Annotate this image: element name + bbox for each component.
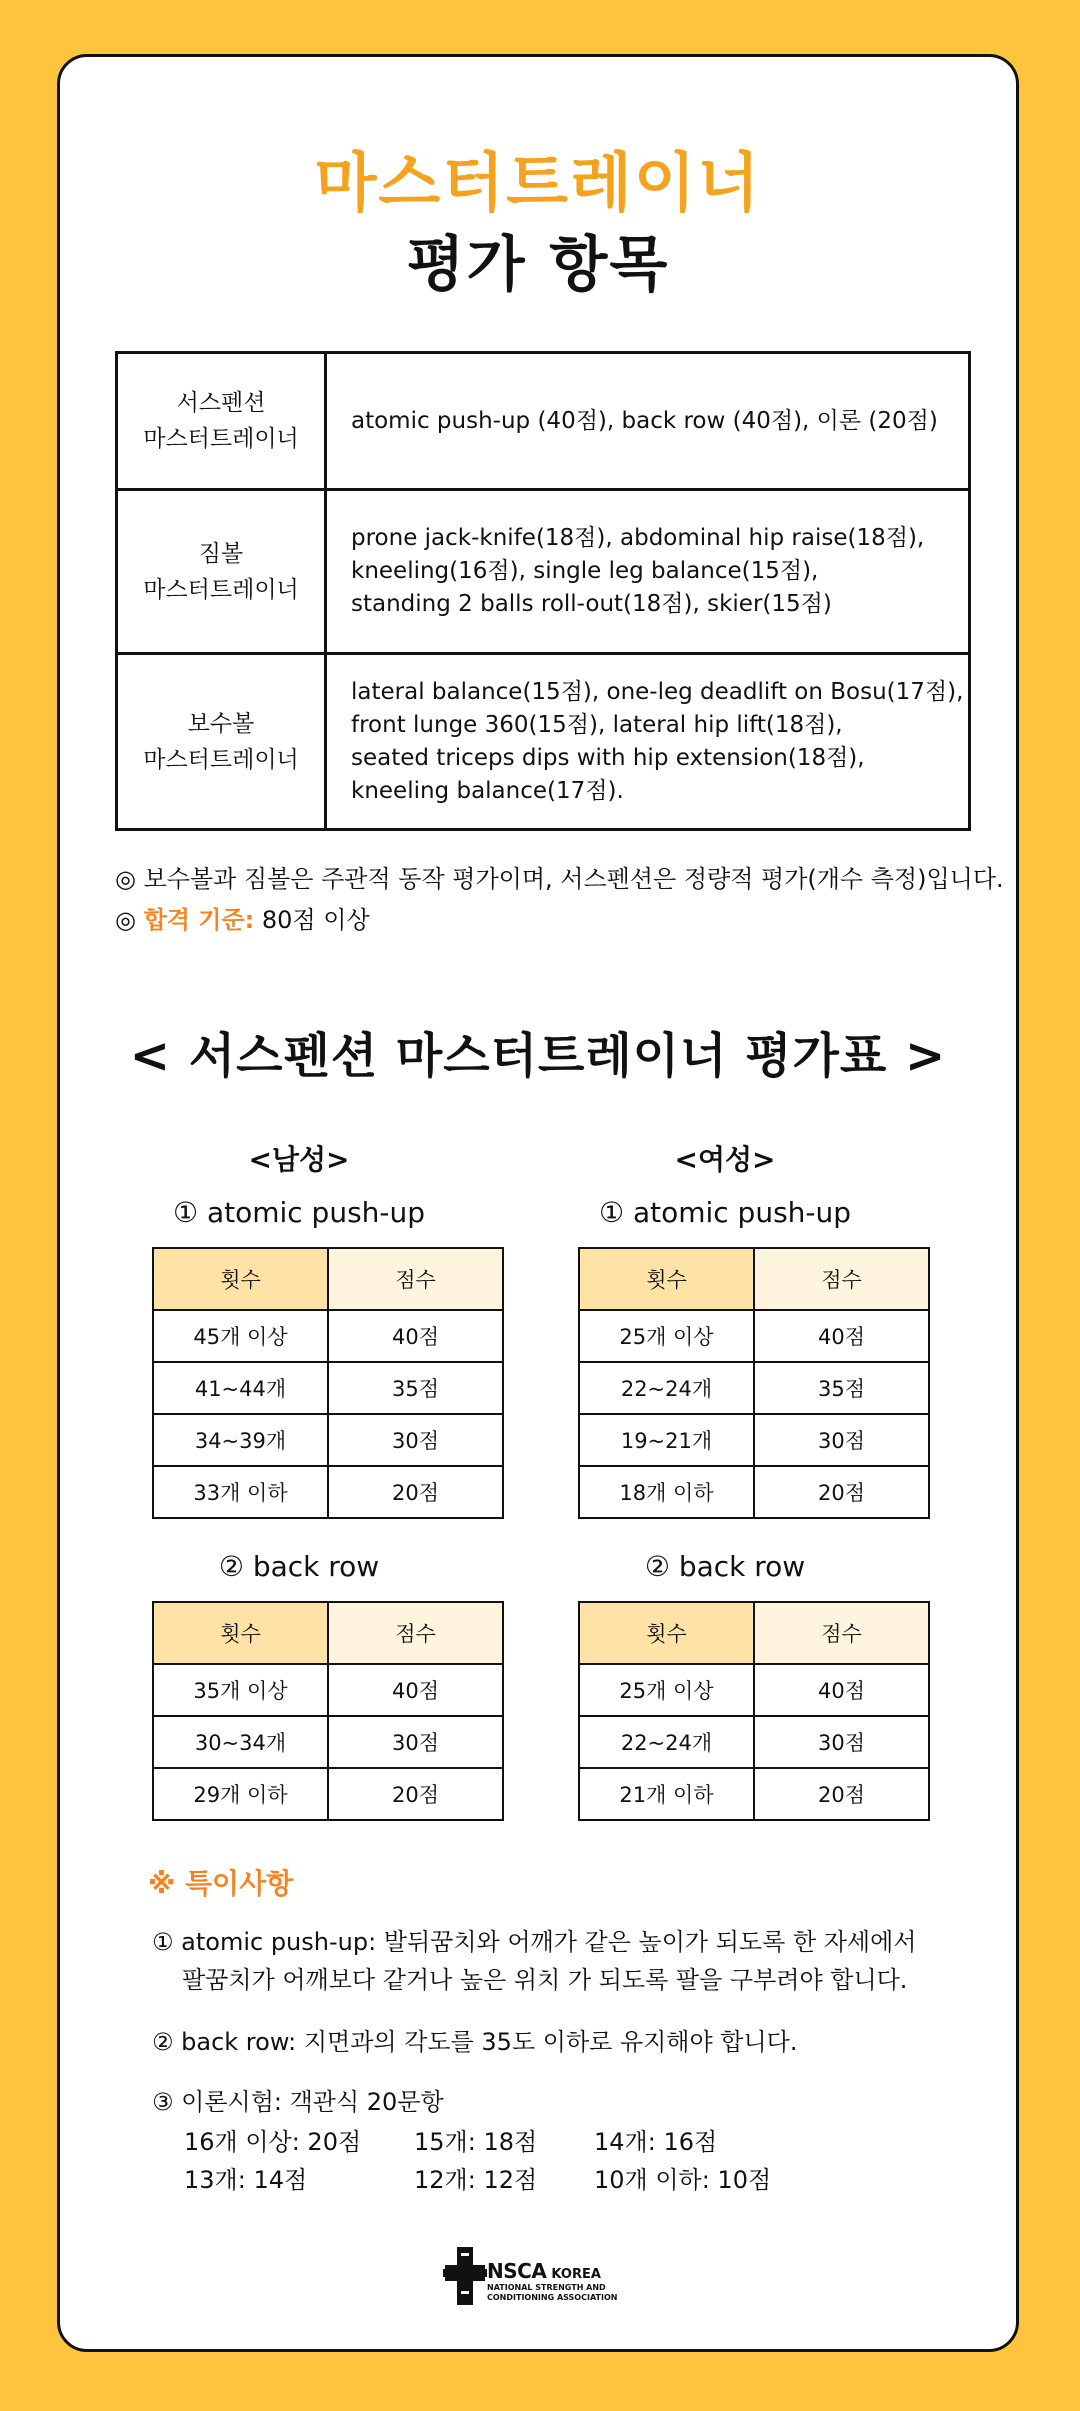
items-line: lateral balance(15점), one-leg deadlift on Bosu(17점),	[351, 678, 964, 705]
pass-criteria-value: 80점 이상	[254, 906, 370, 934]
logo-name: NSCA	[487, 2259, 547, 2283]
score-header: 점수	[328, 1602, 503, 1664]
male-pushup-table	[152, 1247, 504, 1519]
score-cell: 40점	[328, 1664, 503, 1716]
special-note-pushup	[152, 1923, 916, 1999]
category-label: 마스터트레이너	[143, 426, 299, 452]
table-header-row	[153, 1602, 503, 1664]
special-notes-title: ※ 특이사항	[148, 1867, 294, 1900]
count-header: 횟수	[579, 1248, 754, 1310]
score-header: 점수	[754, 1248, 929, 1310]
content-card	[57, 54, 1019, 2352]
female-pushup-table	[578, 1247, 930, 1519]
count-cell: 25개 이상	[579, 1664, 754, 1716]
female-backrow-table	[578, 1601, 930, 1821]
evaluation-items-table	[115, 351, 971, 831]
logo-tagline	[487, 2283, 617, 2303]
count-header: 횟수	[153, 1248, 328, 1310]
note-bullet: ◎	[115, 906, 144, 934]
theory-score-row	[184, 2123, 804, 2161]
count-cell: 41~44개	[153, 1362, 328, 1414]
items-cell	[326, 353, 970, 490]
male-backrow-table	[152, 1601, 504, 1821]
note-subjective: ◎ 보수볼과 짐볼은 주관적 동작 평가이며, 서스펜션은 정량적 평가(개수 측정)입니다.	[115, 865, 1004, 893]
table-header-row	[579, 1248, 929, 1310]
page-title: 마스터트레이너	[314, 147, 762, 221]
female-heading: <여성>	[674, 1143, 776, 1176]
pass-criteria-label: 합격 기준:	[143, 906, 255, 934]
special-note-backrow: ② back row: 지면과의 각도를 35도 이하로 유지해야 합니다.	[152, 2028, 798, 2056]
score-cell: 30점	[328, 1414, 503, 1466]
theory-score-row	[184, 2161, 804, 2199]
theory-score: 12개: 12점	[414, 2166, 538, 2194]
table-row	[579, 1362, 929, 1414]
theory-score: 10개 이하: 10점	[594, 2166, 772, 2194]
table-row	[579, 1414, 929, 1466]
category-label: 짐볼	[198, 540, 244, 567]
count-cell: 21개 이하	[579, 1768, 754, 1820]
count-cell: 19~21개	[579, 1414, 754, 1466]
count-cell: 35개 이상	[153, 1664, 328, 1716]
score-header: 점수	[754, 1602, 929, 1664]
logo-tagline-line: CONDITIONING ASSOCIATION	[487, 2293, 618, 2302]
table-row	[117, 353, 970, 490]
score-cell: 20점	[328, 1768, 503, 1820]
count-cell: 18개 이하	[579, 1466, 754, 1518]
score-cell: 30점	[328, 1716, 503, 1768]
score-cell: 35점	[328, 1362, 503, 1414]
logo-tagline-line: NATIONAL STRENGTH AND	[487, 2283, 606, 2292]
male-pushup-title: ① atomic push-up	[172, 1196, 426, 1229]
female-pushup-title: ① atomic push-up	[598, 1196, 852, 1229]
table-row	[579, 1310, 929, 1362]
score-cell: 40점	[328, 1310, 503, 1362]
logo-suffix: KOREA	[551, 2267, 601, 2282]
theory-score: 15개: 18점	[414, 2128, 538, 2156]
logo-wordmark	[487, 2259, 601, 2283]
items-line: atomic push-up (40점), back row (40점), 이론 (20점)	[351, 407, 938, 434]
items-line: seated triceps dips with hip extension(18점),	[351, 744, 865, 771]
score-cell: 35점	[754, 1362, 929, 1414]
count-cell: 22~24개	[579, 1362, 754, 1414]
table-row	[117, 490, 970, 654]
nsca-emblem-icon	[443, 2243, 487, 2309]
table-row	[153, 1310, 503, 1362]
table-row	[153, 1716, 503, 1768]
items-line: prone jack-knife(18점), abdominal hip raise(18점),	[351, 525, 925, 551]
page-subtitle: 평가 항목	[406, 230, 670, 300]
items-cell	[326, 654, 970, 830]
items-cell	[326, 490, 970, 654]
category-label: 마스터트레이너	[143, 746, 299, 773]
score-cell: 40점	[754, 1310, 929, 1362]
score-cell: 40점	[754, 1664, 929, 1716]
score-cell: 20점	[754, 1768, 929, 1820]
theory-score: 16개 이상: 20점	[184, 2128, 362, 2156]
count-cell: 29개 이하	[153, 1768, 328, 1820]
items-line: kneeling balance(17점).	[351, 777, 624, 804]
category-label: 마스터트레이너	[143, 576, 299, 603]
count-cell: 22~24개	[579, 1716, 754, 1768]
count-cell: 30~34개	[153, 1716, 328, 1768]
table-row	[153, 1414, 503, 1466]
count-header: 횟수	[153, 1602, 328, 1664]
table-row	[153, 1466, 503, 1518]
table-header-row	[153, 1248, 503, 1310]
table-row	[579, 1768, 929, 1820]
special-note-theory: ③ 이론시험: 객관식 20문항	[152, 2088, 444, 2116]
score-cell: 20점	[328, 1466, 503, 1518]
table-row	[579, 1466, 929, 1518]
category-label: 서스펜션	[176, 390, 266, 416]
table-row	[579, 1664, 929, 1716]
count-cell: 34~39개	[153, 1414, 328, 1466]
special-note-line: 팔꿈치가 어깨보다 같거나 높은 위치 가 되도록 팔을 구부려야 합니다.	[182, 1966, 908, 1994]
table-row	[579, 1716, 929, 1768]
category-cell	[117, 490, 326, 654]
category-cell	[117, 353, 326, 490]
special-note-line: ① atomic push-up: 발뒤꿈치와 어깨가 같은 높이가 되도록 한 자세에서	[152, 1928, 917, 1956]
count-header: 횟수	[579, 1602, 754, 1664]
female-backrow-title: ② back row	[644, 1550, 806, 1583]
score-header: 점수	[328, 1248, 503, 1310]
theory-score: 13개: 14점	[184, 2166, 308, 2194]
items-line: standing 2 balls roll-out(18점), skier(15점)	[351, 591, 832, 617]
table-row	[117, 654, 970, 830]
count-cell: 33개 이하	[153, 1466, 328, 1518]
section-title: < 서스펜션 마스터트레이너 평가표 >	[129, 1028, 947, 1084]
table-row	[153, 1768, 503, 1820]
score-cell: 20점	[754, 1466, 929, 1518]
table-header-row	[579, 1602, 929, 1664]
table-row	[153, 1664, 503, 1716]
category-cell	[117, 654, 326, 830]
theory-score: 14개: 16점	[594, 2128, 718, 2156]
items-line: kneeling(16점), single leg balance(15점),	[351, 558, 819, 584]
items-line: front lunge 360(15점), lateral hip lift(18점),	[351, 711, 843, 738]
score-cell: 30점	[754, 1414, 929, 1466]
theory-score-grid	[184, 2123, 804, 2199]
score-cell: 30점	[754, 1716, 929, 1768]
nsca-korea-logo	[443, 2243, 643, 2309]
male-backrow-title: ② back row	[218, 1550, 380, 1583]
category-label: 보수볼	[187, 710, 255, 737]
count-cell: 45개 이상	[153, 1310, 328, 1362]
male-heading: <남성>	[248, 1143, 350, 1176]
count-cell: 25개 이상	[579, 1310, 754, 1362]
note-pass-criteria	[115, 900, 370, 935]
table-row	[153, 1362, 503, 1414]
